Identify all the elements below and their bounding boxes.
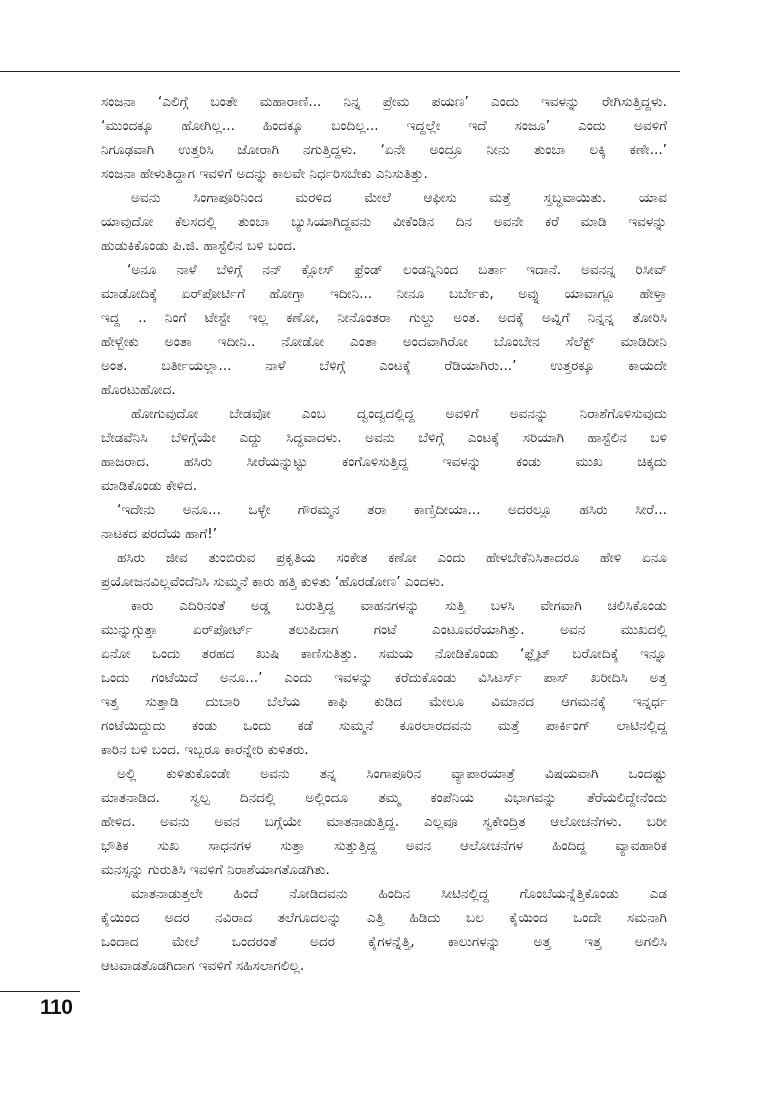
text-line: ಕಾರಿನ ಬಳಿ ಬಂದ. ಇಬ್ಬರೂ ಕಾರನ್ನೇರಿ ಕುಳಿತರು. [101, 742, 309, 758]
text-line: ಸಂಜನಾ ಹೇಳುತಿದ್ದಾಗ ಇವಳಿಗೆ ಅದನ್ನು ಕಾಲವೇ ನಿರ್ಧರಿಸಬೇಕು ಎನಿಸುತಿತ್ತು. [101, 166, 428, 182]
text-line: ಭೌತಿಕ ಸುಖ ಸಾಧನಗಳ ಸುತ್ತಾ ಸುತ್ತುತ್ತಿದ್ದ ಅವನ ಆಲೋಚನೆಗಳ ಹಿಂದಿದ್ದ ವ್ಯಾವಹಾರಿಕ [101, 838, 667, 854]
text-line: ಬೇಡವೆನಿಸಿ ಬೆಳಿಗ್ಗೆಯೇ ಎದ್ದು ಸಿದ್ಧವಾದಳು. ಅವನು ಬೆಳಿಗ್ಗೆ ಎಂಟಕ್ಕೆ ಸರಿಯಾಗಿ ಹಾಸ್ಟೆಲಿನ ಬಳಿ [101, 430, 667, 446]
text-line: ಸಂಜನಾ ‘ಎಲಿಗ್ಗೆ ಬಂತೇ ಮಹಾರಾಣಿ... ನಿನ್ನ ಪ್ರೇಮ ಪಯಣ’ ಎಂದು ಇವಳನ್ನು ರೇಗಿಸುತ್ತಿದ್ದಳು. [101, 94, 667, 110]
text-line: ಒಂದು ಗಂಟೆಯಿದೆ ಅನೂ...’ ಎಂದು ಇವಳನ್ನು ಕರೆದುಕೊಂಡು ವಿಸಿಟರ್ಸ್ ಪಾಸ್ ಖರೀದಿಸಿ ಅತ್ತ [101, 670, 667, 686]
text-line: ಮುನ್ನುಗ್ಗುತ್ತಾ ಏರ್‌ಪೋರ್ಟ್ ತಲುಪಿದಾಗ ಗಂಟೆ ಎಂಟೂವರೆಯಾಗಿತ್ತು. ಅವನ ಮುಖದಲ್ಲಿ [101, 622, 667, 638]
text-line: ಯಾವುದೋ ಕೆಲಸದಲ್ಲಿ ತುಂಬಾ ಬ್ಯುಸಿಯಾಗಿದ್ದವನು ವೀಕೆಂಡಿನ ದಿನ ಅವನೇ ಕರೆ ಮಾಡಿ ಇವಳನ್ನು [101, 214, 667, 230]
text-line: ಕಾರು ಎದಿರಿನಂತೆ ಅಡ್ಡ ಬರುತ್ತಿದ್ದ ವಾಹನಗಳನ್ನು ಸುತ್ತಿ ಬಳಸಿ ವೇಗವಾಗಿ ಚಲಿಸಿಕೊಂಡು [131, 598, 667, 614]
text-line: ಮಾತನಾಡಿದ. ಸ್ವಲ್ಪ ದಿನದಲ್ಲಿ ಅಲ್ಲಿಂದೂ ತಮ್ಮ ಕಂಪೆನಿಯ ವಿಭಾಗವನ್ನು ತೆರೆಯಲಿದ್ದೇನೆಂದು [101, 790, 667, 806]
text-line: ಮಾತನಾಡುತ್ತಲೇ ಹಿಂದೆ ನೋಡಿದವನು ಹಿಂದಿನ ಸೀಟಿನಲ್ಲಿದ್ದ ಗೊಂಬೆಯನ್ನೆತ್ತಿಕೊಂಡು ಎಡ [131, 886, 667, 902]
text-line: ಹೇಳ್ಬೇಕು ಅಂತಾ ಇದೀನಿ.. ನೋಡೋ ಎಂತಾ ಅಂದವಾಗಿರೋ ಬೊಂಬೇನ ಸೆಲೆಕ್ಟ್ ಮಾಡಿದೀನಿ [101, 334, 667, 350]
text-line: ಹೋಗುವುದೋ ಬೇಡವೋ ಎಂಬ ದ್ವಂದ್ವದಲ್ಲಿದ್ದ ಅವಳಿಗೆ ಅವನನ್ನು ನಿರಾಶೆಗೊಳಿಸುವುದು [131, 406, 667, 422]
text-line: ಅಂತ. ಬರ್ತೀಯಲ್ಲಾ... ನಾಳೆ ಬೆಳಿಗ್ಗೆ ಎಂಟಕ್ಕೆ ರೆಡಿಯಾಗಿರು...’ ಉತ್ತರಕ್ಕೂ ಕಾಯದೇ [101, 358, 667, 374]
text-line: ಹೊರಟುಹೋದ. [101, 382, 176, 398]
text-line: ಪ್ರಯೋಜನವಿಲ್ಲವೆಂದೆನಿಸಿ ಸುಮ್ಮನೆ ಕಾರು ಹತ್ತಿ ಕುಳಿತು ‘ಹೊರಡೋಣ’ ಎಂದಳು. [101, 574, 445, 590]
text-line: ಹೇಳಿದ. ಅವನು ಅವನ ಬಗ್ಗೆಯೇ ಮಾತನಾಡುತ್ತಿದ್ದ. ಎಲ್ಲವೂ ಸ್ವಕೇಂದ್ರಿತ ಆಲೋಚನೆಗಳು. ಬರೀ [101, 814, 667, 830]
text-line: ಕೈಯಿಂದ ಅದರ ನವಿರಾದ ತಲೆಗೂದಲನ್ನು ಎತ್ತಿ ಹಿಡಿದು ಬಲ ಕೈಯಿಂದ ಒಂದೇ ಸಮನಾಗಿ [101, 910, 667, 926]
text-line: ಮನಸ್ಸನ್ನು ಗುರುತಿಸಿ ಇವಳಿಗೆ ನಿರಾಶೆಯಾಗತೊಡಗಿತು. [101, 862, 330, 878]
text-line: ಮಾಡಿಕೊಂಡು ಕೇಳಿದ. [101, 478, 198, 494]
text-line: ಒಂದಾದ ಮೇಲೆ ಒಂದರಂತೆ ಅದರ ಕೈಗಳನ್ನೆತ್ತಿ, ಕಾಲುಗಳನ್ನು ಅತ್ತ ಇತ್ತ ಅಗಲಿಸಿ [101, 934, 667, 950]
text-line: ನಿಗೂಢವಾಗಿ ಉತ್ತರಿಸಿ ಜೋರಾಗಿ ನಗುತ್ತಿದ್ದಳು. ‘ಏನೇ ಅಂದ್ರೂ ನೀನು ತುಂಬಾ ಲಕ್ಕಿ ಕಣೇ...’ [101, 142, 667, 158]
text-line: ಗಂಟೆಯಿದ್ದುದು ಕಂಡು ಒಂದು ಕಡೆ ಸುಮ್ಮನೆ ಕೂರಲಾರದವನು ಮತ್ತೆ ಪಾರ್ಕಿಂಗ್ ಲಾಟಿನಲ್ಲಿದ್ದ [101, 718, 667, 734]
text-line: ಏನೋ ಒಂದು ತರಹದ ಖುಷಿ ಕಾಣಿಸುತಿತ್ತು. ಸಮಯ ನೋಡಿಕೊಂಡು ‘ಫ್ಲೈಟ್ ಬರೋದಿಕ್ಕೆ ಇನ್ನೂ [101, 646, 667, 662]
text-line: ನಾಟಕದ ಪರದೆಯ ಹಾಗೆ!’ [101, 526, 218, 542]
text-line: ಆಟವಾಡತೊಡಗಿದಾಗ ಇವಳಿಗೆ ಸಹಿಸಲಾಗಲಿಲ್ಲ. [101, 958, 305, 974]
text-line: ಮಾಡೋದಿಕ್ಕೆ ಏರ್‌ಪೋರ್ಟಿಗೆ ಹೋಗ್ತಾ ಇದೀನಿ... ನೀನೂ ಬರ್ಬೇಕು, ಅವ್ನು ಯಾವಾಗ್ಲೂ ಹೇಳ್ತಾ [101, 286, 667, 302]
text-line: ‘ಮುಂದಕ್ಕೂ ಹೋಗಿಲ್ಲ... ಹಿಂದಕ್ಕೂ ಬಂದಿಲ್ಲ... ಇದ್ದಲ್ಲೇ ಇದೆ ಸಂಜೂ’ ಎಂದು ಅವಳಿಗೆ [101, 118, 667, 134]
footer-rule [0, 991, 80, 992]
page-number: 110 [40, 996, 73, 1019]
text-line: ಅಲ್ಲಿ ಕುಳಿತುಕೊಂಡೇ ಅವನು ತನ್ನ ಸಿಂಗಾಪೂರಿನ ವ್ಯಾಪಾರಯಾತ್ರೆ ವಿಷಯವಾಗಿ ಒಂದಷ್ಟು [117, 766, 667, 782]
text-line: ಇತ್ತ ಸುತ್ತಾಡಿ ದುಬಾರಿ ಬೆಲೆಯ ಕಾಫಿ ಕುಡಿದ ಮೇಲೂ ವಿಮಾನದ ಆಗಮನಕ್ಕೆ ಇನ್ನರ್ಧ [101, 694, 667, 710]
text-line: ‘ಇದೇನು ಅನೂ... ಒಳ್ಳೇ ಗೌರಮ್ಮನ ತರಾ ಕಾಣ್ತಿದೀಯಾ... ಅದರಲ್ಲೂ ಹಸಿರು ಸೀರೆ... [117, 502, 667, 518]
page-body-text [101, 90, 667, 978]
text-line: ಅವನು ಸಿಂಗಾಪೂರಿನಿಂದ ಮರಳಿದ ಮೇಲೆ ಆಫೀಸು ಮತ್ತೆ ಸ್ತಬ್ಧವಾಯಿತು. ಯಾವ [131, 190, 667, 206]
text-line: ಇದ್ದ .. ನಿಂಗೆ ಟೇಸ್ಟೇ ಇಲ್ಲ ಕಣೋ, ನೀನೊಂತರಾ ಗುಲ್ದು ಅಂತ. ಅದಕ್ಕೆ ಅವ್ನಿಗೆ ನಿನ್ನನ್ನ ತೋರಿಸಿ [101, 310, 667, 326]
text-line: ಹುಡುಕಿಕೊಂಡು ಪಿ.ಜಿ. ಹಾಸ್ಟೆಲಿನ ಬಳಿ ಬಂದ. [101, 238, 297, 254]
text-line: ಹಾಜರಾದ. ಹಸಿರು ಸೀರೆಯನ್ನುಟ್ಟು ಕಂಗೊಳಿಸುತ್ತಿದ್ದ ಇವಳನ್ನು ಕಂಡು ಮುಖ ಚಿಕ್ಕದು [101, 454, 667, 470]
text-line: ಹಸಿರು ಜೀವ ತುಂಬಿರುವ ಪ್ರಕೃತಿಯ ಸಂಕೇತ ಕಣೋ ಎಂದು ಹೇಳಬೇಕೆನಿಸಿತಾದರೂ ಹೇಳಿ ಏನೂ [117, 550, 667, 566]
header-rule [0, 71, 680, 72]
text-line: ‘ಅನೂ ನಾಳೆ ಬೆಳಿಗ್ಗೆ ನನ್ ಕ್ಲೋಸ್ ಫ್ರೆಂಡ್ ಲಂಡನ್ನಿನಿಂದ ಬರ್ತಾ ಇದಾನೆ. ಅವನನ್ನ ರಿಸೀವ್ [127, 262, 667, 278]
